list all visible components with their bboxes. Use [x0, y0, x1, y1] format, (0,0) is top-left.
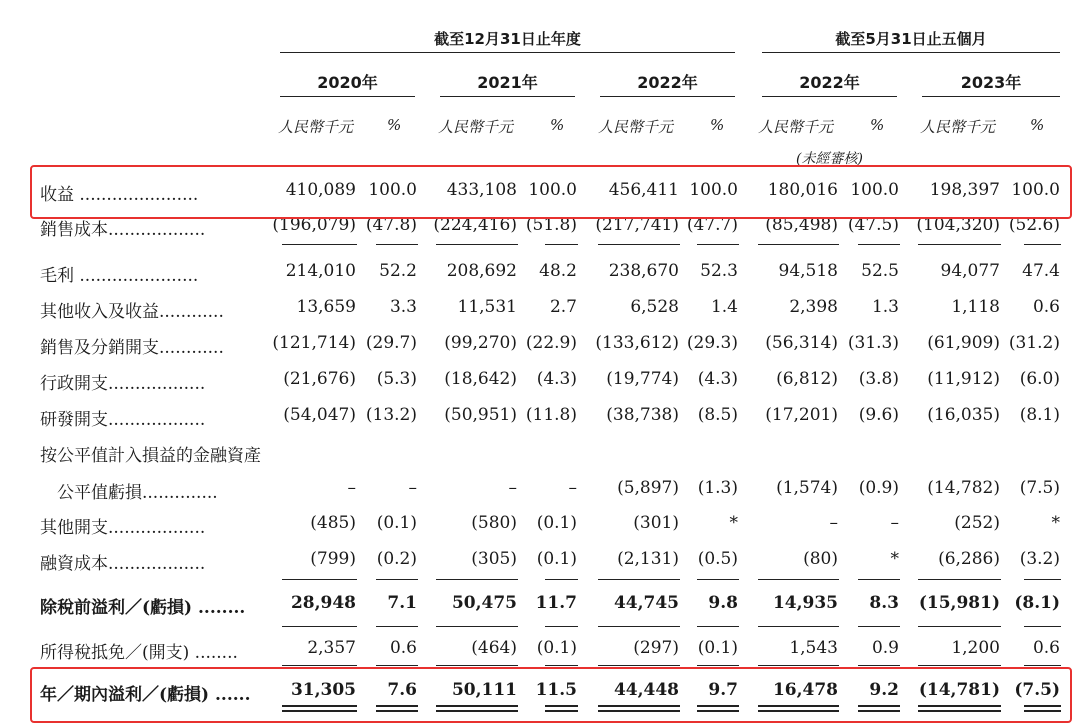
cell-rule — [436, 579, 518, 580]
table-cell: (51.8) — [525, 215, 577, 235]
table-cell: (13.2) — [365, 405, 417, 425]
table-cell: (0.9) — [858, 478, 899, 498]
cell-rule — [282, 665, 357, 666]
table-cell: 44,448 — [613, 680, 679, 700]
table-cell: 13,659 — [296, 297, 356, 317]
row-label: 研發開支.................. — [40, 410, 206, 430]
table-cell: 2.7 — [549, 297, 577, 317]
table-cell: (17,201) — [765, 405, 838, 425]
table-cell: (6,812) — [776, 369, 838, 389]
table-cell: (8.5) — [697, 405, 738, 425]
table-cell: (1.3) — [697, 478, 738, 498]
table-cell: * — [729, 513, 738, 533]
cell-rule — [758, 626, 839, 627]
cell-rule — [918, 626, 1001, 627]
table-cell: (0.1) — [536, 513, 577, 533]
table-cell: (18,642) — [444, 369, 517, 389]
table-cell: (485) — [310, 513, 356, 533]
highlight-revenue-row — [30, 165, 1072, 219]
table-cell: (799) — [310, 549, 356, 569]
table-cell: (29.7) — [365, 333, 417, 353]
table-cell: 31,305 — [290, 680, 356, 700]
table-cell: (5,897) — [617, 478, 679, 498]
table-cell: – — [829, 513, 838, 533]
year-2020: 2020年 — [317, 73, 378, 92]
table-cell: 0.6 — [1032, 297, 1060, 317]
table-cell: (196,079) — [272, 215, 356, 235]
table-cell: (464) — [471, 638, 517, 658]
row-label: 銷售及分銷開支............ — [40, 338, 224, 358]
table-cell: – — [890, 513, 899, 533]
table-cell: (54,047) — [283, 405, 356, 425]
table-cell: 100.0 — [528, 180, 577, 200]
table-cell: (305) — [471, 549, 517, 569]
table-cell: – — [568, 478, 577, 498]
table-cell: 6,528 — [630, 297, 679, 317]
highlight-profit-row — [30, 667, 1072, 723]
cell-rule — [758, 665, 839, 666]
cell-rule — [858, 579, 900, 580]
header-rule-five-months — [762, 52, 1060, 53]
table-cell: (1,574) — [776, 478, 838, 498]
unit-pct-2022-five: % — [870, 116, 885, 134]
table-cell: (133,612) — [595, 333, 679, 353]
row-label: 公平值虧損.............. — [40, 483, 218, 503]
table-cell: 2,398 — [789, 297, 838, 317]
table-cell: (7.5) — [1014, 680, 1060, 700]
table-cell: (56,314) — [765, 333, 838, 353]
table-cell: (14,782) — [927, 478, 1000, 498]
table-cell: (0.1) — [376, 513, 417, 533]
year-rule-2022-five — [762, 96, 897, 97]
table-cell: (11.8) — [525, 405, 577, 425]
cell-rule — [598, 579, 680, 580]
cell-rule — [376, 579, 418, 580]
table-cell: 0.6 — [1032, 638, 1060, 658]
table-cell: (2,131) — [617, 549, 679, 569]
table-cell: (85,498) — [765, 215, 838, 235]
table-cell: (11,912) — [927, 369, 1000, 389]
table-cell: 8.3 — [869, 593, 899, 613]
table-cell: (15,981) — [918, 593, 1000, 613]
table-cell: (0.1) — [536, 549, 577, 569]
row-label: 按公平值計入損益的金融資產 — [40, 446, 261, 466]
table-cell: (31.3) — [847, 333, 899, 353]
table-cell: (47.7) — [686, 215, 738, 235]
table-cell: 11.7 — [535, 593, 577, 613]
cell-rule — [918, 244, 1001, 245]
unit-rmb-2022-five: 人民幣千元 — [758, 118, 834, 136]
unit-pct-2023-five: % — [1030, 116, 1045, 134]
table-cell: (29.3) — [686, 333, 738, 353]
table-cell: (121,714) — [272, 333, 356, 353]
cell-rule — [376, 665, 418, 666]
cell-rule — [758, 244, 839, 245]
cell-rule — [697, 626, 739, 627]
table-cell: 16,478 — [772, 680, 838, 700]
table-cell: 47.4 — [1022, 261, 1060, 281]
cell-rule — [598, 665, 680, 666]
year-2022-full: 2022年 — [637, 73, 698, 92]
table-cell: 9.2 — [869, 680, 899, 700]
table-cell: (0.2) — [376, 549, 417, 569]
cell-rule — [1024, 579, 1061, 580]
cell-rule — [598, 626, 680, 627]
table-cell: (301) — [633, 513, 679, 533]
table-cell: 14,935 — [772, 593, 838, 613]
table-cell: (224,416) — [433, 215, 517, 235]
table-cell: 1,543 — [789, 638, 838, 658]
cell-rule — [282, 244, 357, 245]
table-cell: 3.3 — [389, 297, 417, 317]
cell-rule — [858, 626, 900, 627]
table-cell: (38,738) — [606, 405, 679, 425]
table-cell: (14,781) — [918, 680, 1000, 700]
table-cell: (3.2) — [1019, 549, 1060, 569]
table-cell: (99,270) — [444, 333, 517, 353]
table-cell: 0.9 — [871, 638, 899, 658]
cell-rule — [545, 665, 578, 666]
cell-rule — [1024, 244, 1061, 245]
table-cell: 11,531 — [457, 297, 517, 317]
table-cell: 44,745 — [613, 593, 679, 613]
year-2022-five: 2022年 — [799, 73, 860, 92]
table-cell: (47.5) — [847, 215, 899, 235]
table-cell: 0.6 — [389, 638, 417, 658]
table-cell: (0.1) — [536, 638, 577, 658]
year-rule-2020 — [280, 96, 415, 97]
table-cell: 238,670 — [608, 261, 679, 281]
table-cell: (6.0) — [1019, 369, 1060, 389]
table-cell: (50,951) — [444, 405, 517, 425]
row-label: 其他收入及收益............ — [40, 302, 224, 322]
table-cell: (3.8) — [858, 369, 899, 389]
table-cell: 9.8 — [708, 593, 738, 613]
table-cell: – — [508, 478, 517, 498]
year-rule-2021 — [440, 96, 575, 97]
table-cell: 100.0 — [368, 180, 417, 200]
unit-pct-2020: % — [387, 116, 402, 134]
table-cell: (8.1) — [1019, 405, 1060, 425]
table-cell: (52.6) — [1008, 215, 1060, 235]
cell-rule — [545, 244, 578, 245]
cell-rule — [858, 244, 900, 245]
table-cell: 1,200 — [951, 638, 1000, 658]
cell-rule — [436, 665, 518, 666]
row-label: 毛利 ...................... — [40, 266, 199, 286]
header-group-full-year: 截至12月31日止年度 — [434, 30, 581, 48]
cell-rule — [758, 579, 839, 580]
table-cell: 410,089 — [285, 180, 356, 200]
row-label: 年／期內溢利／(虧損) ...... — [40, 685, 251, 705]
table-cell: (297) — [633, 638, 679, 658]
table-cell: 456,411 — [608, 180, 679, 200]
table-cell: * — [1051, 513, 1060, 533]
table-cell: (47.8) — [365, 215, 417, 235]
row-label: 行政開支.................. — [40, 374, 206, 394]
unit-pct-2022-full: % — [710, 116, 725, 134]
table-cell: (0.5) — [697, 549, 738, 569]
table-cell: (9.6) — [858, 405, 899, 425]
table-cell: 52.5 — [861, 261, 899, 281]
cell-rule — [376, 244, 418, 245]
cell-rule — [697, 579, 739, 580]
table-cell: (5.3) — [376, 369, 417, 389]
row-label: 收益 ...................... — [40, 185, 199, 205]
table-cell: 214,010 — [285, 261, 356, 281]
row-label: 融資成本.................. — [40, 554, 206, 574]
row-label: 其他開支.................. — [40, 518, 206, 538]
table-cell: 180,016 — [767, 180, 838, 200]
table-cell: (19,774) — [606, 369, 679, 389]
table-cell: 50,475 — [451, 593, 517, 613]
table-cell: – — [408, 478, 417, 498]
table-cell: 433,108 — [446, 180, 517, 200]
unit-rmb-2020: 人民幣千元 — [278, 118, 354, 136]
cell-rule — [1024, 626, 1061, 627]
unit-rmb-2021: 人民幣千元 — [438, 118, 514, 136]
year-2021: 2021年 — [477, 73, 538, 92]
year-rule-2023-five — [922, 96, 1060, 97]
table-cell: (104,320) — [916, 215, 1000, 235]
table-cell: * — [890, 549, 899, 569]
table-cell: 2,357 — [307, 638, 356, 658]
table-cell: 94,518 — [778, 261, 838, 281]
table-cell: (31.2) — [1008, 333, 1060, 353]
table-cell: 52.2 — [379, 261, 417, 281]
row-label: 銷售成本.................. — [40, 220, 206, 240]
cell-rule — [436, 244, 518, 245]
table-cell: (4.3) — [697, 369, 738, 389]
table-cell: 1.3 — [871, 297, 899, 317]
table-cell: (6,286) — [938, 549, 1000, 569]
cell-rule — [1024, 665, 1061, 666]
cell-rule — [697, 244, 739, 245]
table-cell: (8.1) — [1014, 593, 1060, 613]
table-cell: 100.0 — [850, 180, 899, 200]
cell-rule — [697, 665, 739, 666]
table-cell: (252) — [954, 513, 1000, 533]
cell-rule — [598, 244, 680, 245]
cell-rule — [545, 579, 578, 580]
table-cell: (580) — [471, 513, 517, 533]
table-cell: 11.5 — [535, 680, 577, 700]
header-group-five-months: 截至5月31日止五個月 — [835, 30, 987, 48]
table-cell: 50,111 — [451, 680, 517, 700]
cell-rule — [376, 626, 418, 627]
table-cell: 1.4 — [710, 297, 738, 317]
table-cell: (0.1) — [697, 638, 738, 658]
header-rule-full-year — [280, 52, 735, 53]
cell-rule — [282, 579, 357, 580]
year-2023-five: 2023年 — [960, 73, 1022, 92]
cell-rule — [436, 626, 518, 627]
unaudited-note: (未經審核) — [796, 151, 863, 167]
table-cell: (7.5) — [1019, 478, 1060, 498]
table-cell: 100.0 — [689, 180, 738, 200]
table-cell: 28,948 — [290, 593, 356, 613]
table-cell: (80) — [803, 549, 838, 569]
row-label: 除稅前溢利／(虧損) ........ — [40, 598, 246, 618]
unit-pct-2021: % — [550, 116, 565, 134]
year-rule-2022-full — [600, 96, 735, 97]
table-cell: 48.2 — [539, 261, 577, 281]
table-cell: (4.3) — [536, 369, 577, 389]
table-cell: (61,909) — [927, 333, 1000, 353]
row-label: 所得稅抵免／(開支) ........ — [40, 643, 238, 663]
table-cell: (22.9) — [525, 333, 577, 353]
table-cell: 100.0 — [1011, 180, 1060, 200]
cell-rule — [545, 626, 578, 627]
table-cell: (16,035) — [927, 405, 1000, 425]
table-cell: (21,676) — [283, 369, 356, 389]
table-cell: (217,741) — [595, 215, 679, 235]
table-cell: 7.6 — [387, 680, 417, 700]
table-cell: 1,118 — [951, 297, 1000, 317]
table-cell: 208,692 — [446, 261, 517, 281]
table-cell: 198,397 — [929, 180, 1000, 200]
table-cell: 9.7 — [708, 680, 738, 700]
unit-rmb-2022-full: 人民幣千元 — [598, 118, 674, 136]
table-cell: 52.3 — [700, 261, 738, 281]
table-cell: 7.1 — [387, 593, 417, 613]
table-cell: – — [347, 478, 356, 498]
cell-rule — [918, 579, 1001, 580]
unit-rmb-2023-five: 人民幣千元 — [920, 118, 996, 136]
table-cell: 94,077 — [940, 261, 1000, 281]
cell-rule — [918, 665, 1001, 666]
cell-rule — [282, 626, 357, 627]
cell-rule — [858, 665, 900, 666]
